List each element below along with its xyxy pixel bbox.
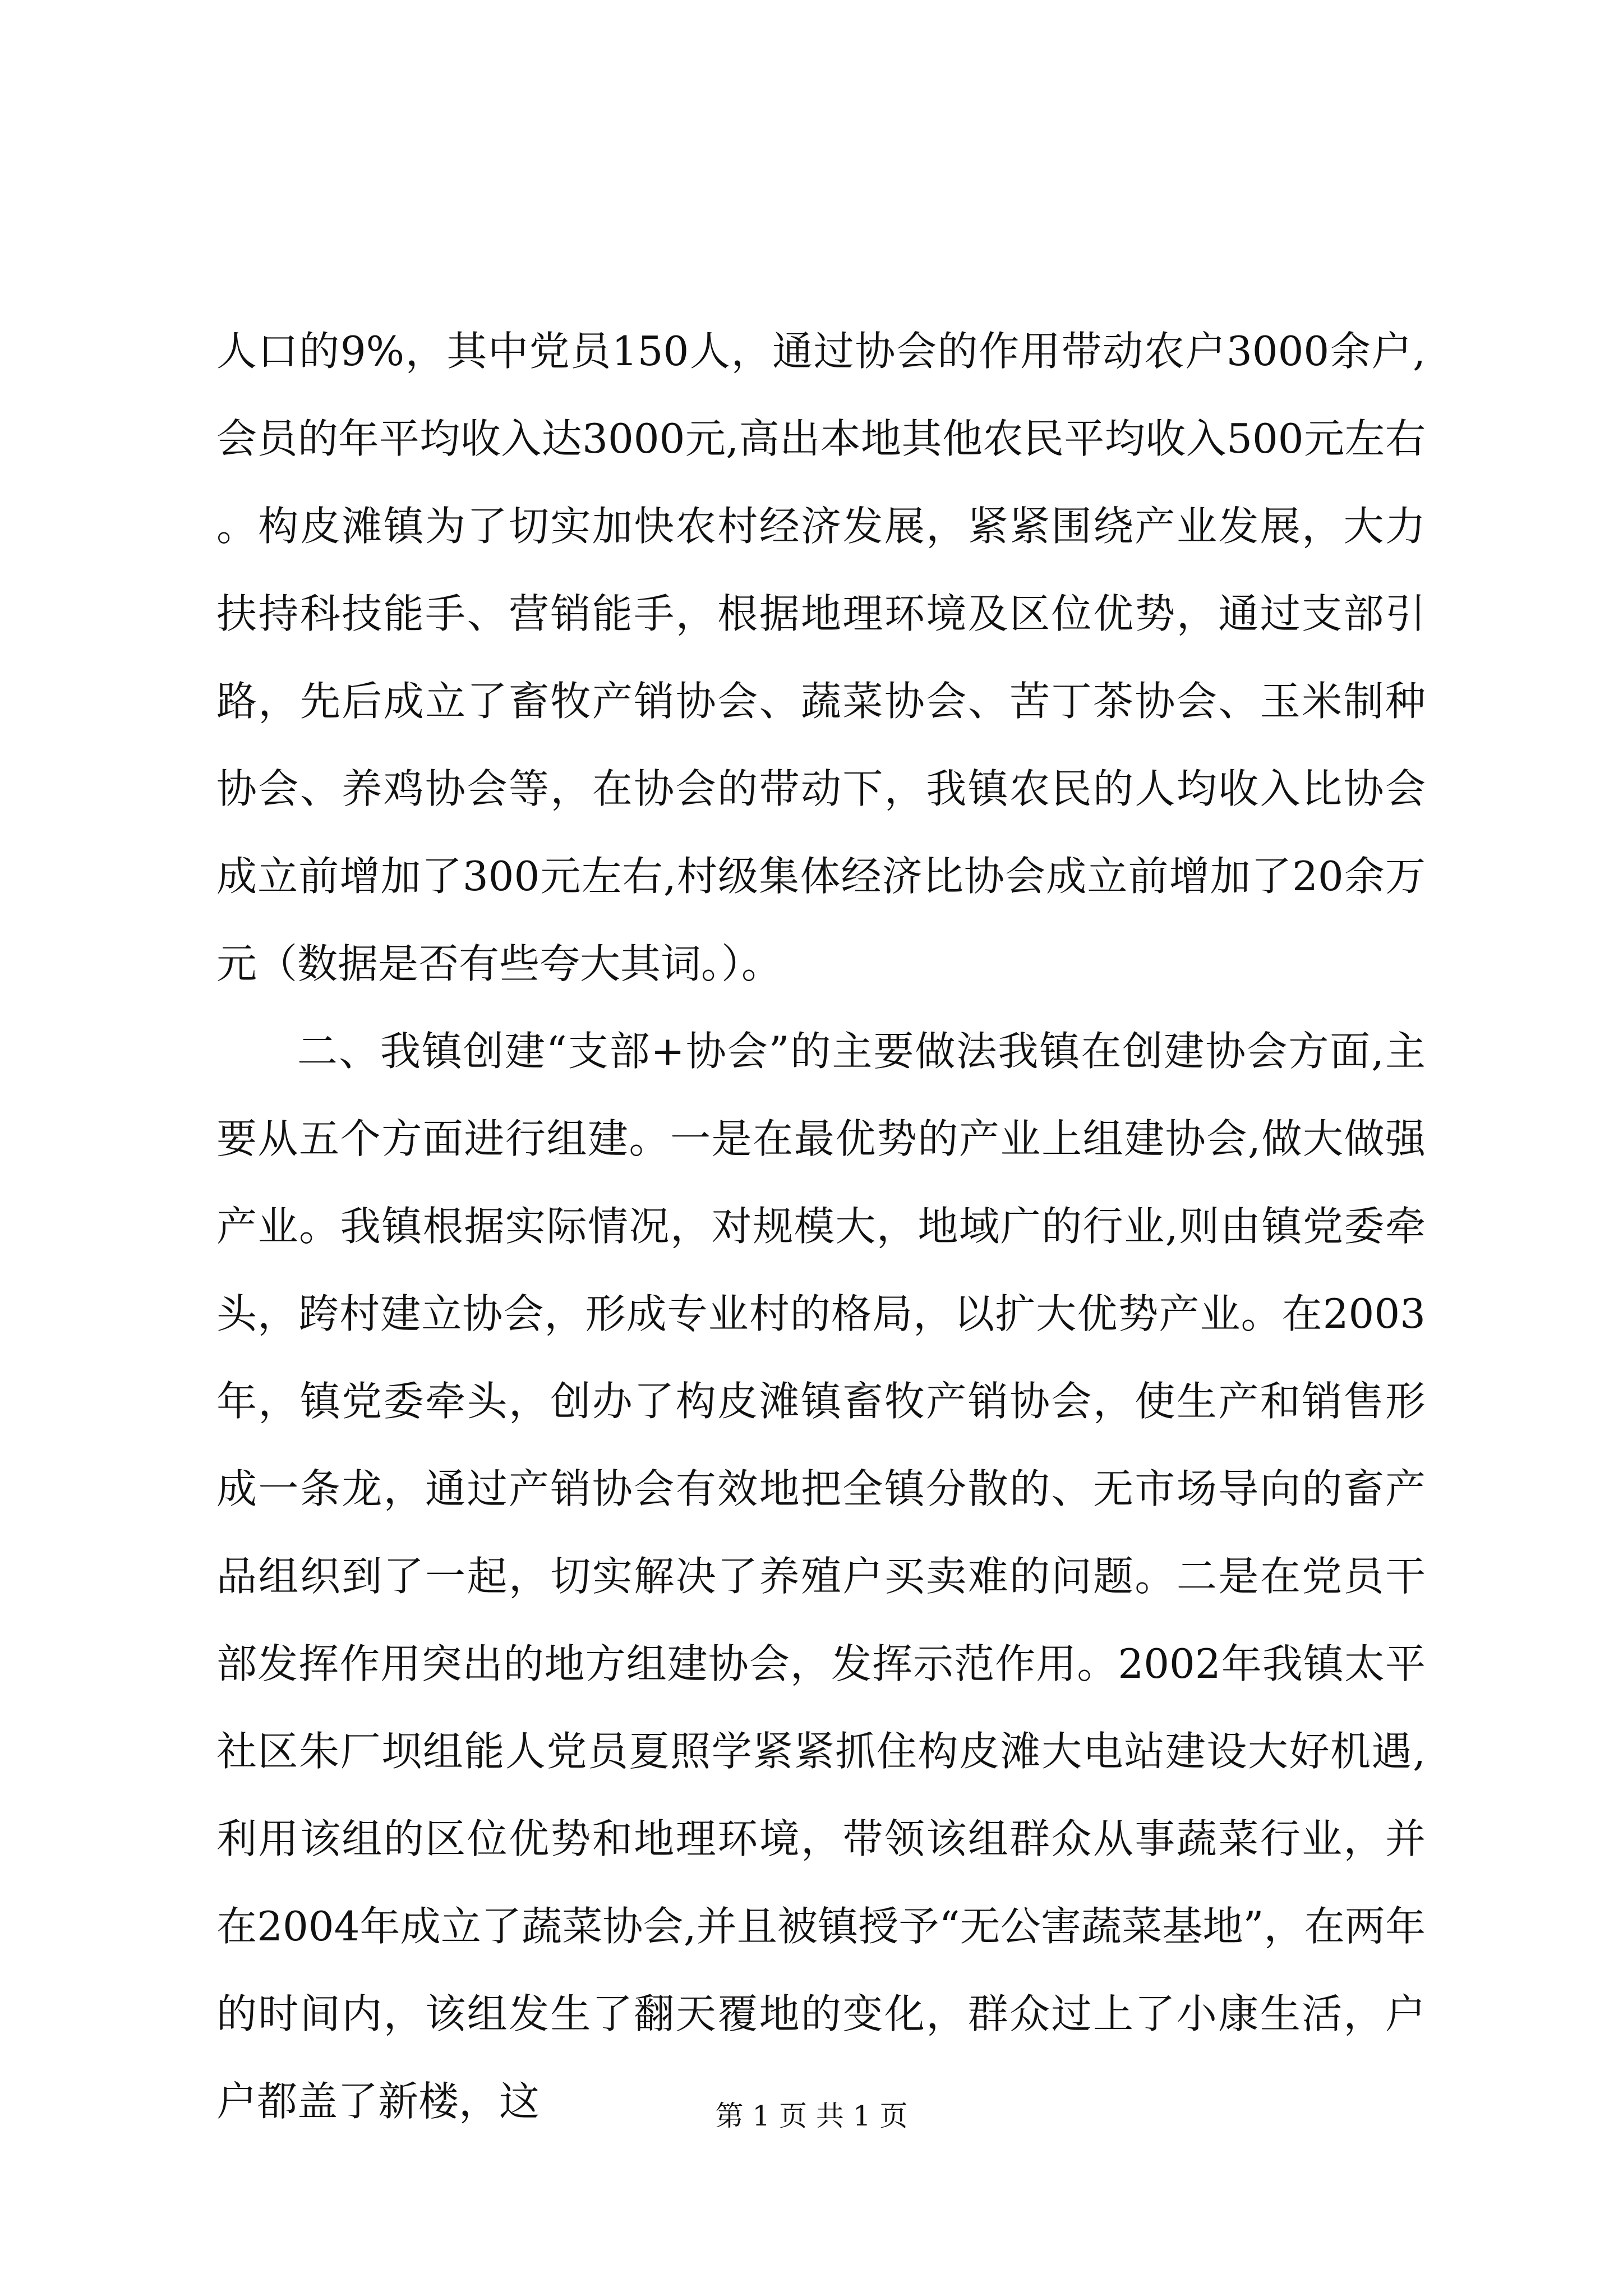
document-body	[216, 307, 1426, 2145]
paragraph-2: 二、我镇创建“支部+协会”的主要做法我镇在创建协会方面,主要从五个方面进行组建。一是在最优势的产业上组建协会,做大做强产业。我镇根据实际情况，对规模大，地域广的行业,则由镇党委牵头，跨村建立协会，形成专业村的格局，以扩大优势产业。在2003年，镇党委牵头，创办了构皮滩镇畜牧产销协会，使生产和销售形成一条龙，通过产销协会有效地把全镇分散的、无市场导向的畜产品组织到了一起，切实解决了养殖户买卖难的问题。二是在党员干部发挥作用突出的地方组建协会，发挥示范作用。2002年我镇太平社区朱厂坝组能人党员夏照学紧紧抓住构皮滩大电站建设大好机遇,利用该组的区位优势和地理环境，带领该组群众从事蔬菜行业，并在2004年成立了蔬菜协会,并且被镇授予“无公害蔬菜基地”，在两年的时间内，该组发生了翻天覆地的变化，群众过上了小康生活，户户都盖了新楼，这	[216, 1028, 1426, 2125]
page-footer: 第 1 页 共 1 页	[715, 2100, 908, 2132]
paragraph-1: 人口的9%，其中党员150人，通过协会的作用带动农户3000余户,会员的年平均收入达3000元,高出本地其他农民平均收入500元左右。构皮滩镇为了切实加快农村经济发展，紧紧围绕产业发展，大力扶持科技能手、营销能手，根据地理环境及区位优势，通过支部引路，先后成立了畜牧产销协会、蔬菜协会、苦丁茶协会、玉米制种协会、养鸡协会等，在协会的带动下，我镇农民的人均收入比协会成立前增加了300元左右,村级集体经济比协会成立前增加了20余万元（数据是否有些夸大其词。）。	[216, 328, 1426, 987]
